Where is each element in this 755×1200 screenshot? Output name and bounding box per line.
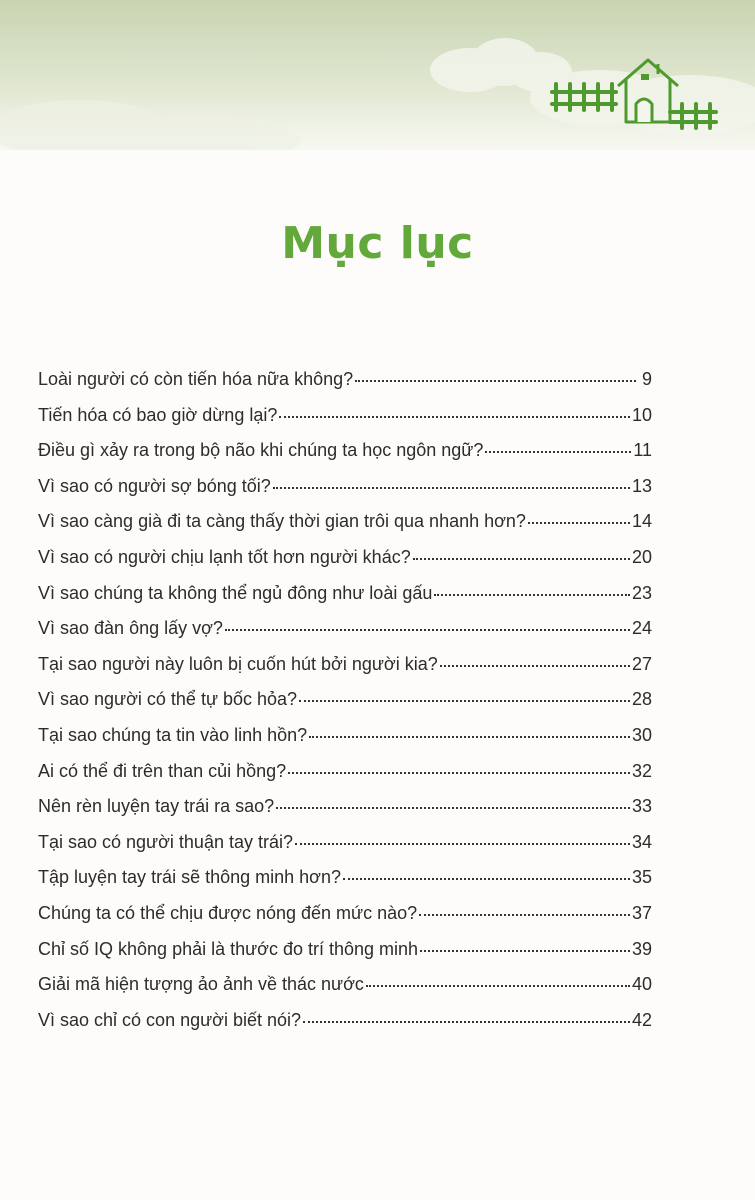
toc-page-number: 32 (631, 760, 652, 781)
toc-leader-dots (303, 1021, 630, 1023)
toc-entry-title: Nên rèn luyện tay trái ra sao? (38, 796, 275, 817)
toc-entry-title: Tập luyện tay trái sẽ thông minh hơn? (38, 867, 341, 888)
page-title: Mục lục (281, 218, 474, 269)
cloud-icon (0, 100, 300, 150)
toc-entry[interactable] (38, 825, 652, 861)
toc-page-number: 9 (641, 369, 652, 389)
toc-leader-dots (343, 878, 630, 880)
toc-leader-dots (419, 914, 630, 916)
toc-entry-title: Giải mã hiện tượng ảo ảnh về thác nước (38, 974, 364, 995)
header-decoration (0, 0, 755, 150)
header-illustration (0, 0, 755, 150)
toc-entry[interactable] (38, 576, 652, 612)
toc-page-number: 40 (631, 974, 652, 995)
toc-leader-dots (299, 700, 630, 702)
toc-page-number: 37 (631, 902, 652, 923)
toc-entry-title: Loài người có còn tiến hóa nữa không? (38, 369, 354, 389)
toc-leader-dots (366, 985, 630, 987)
toc-leader-dots (309, 736, 630, 738)
toc-leader-dots (420, 950, 630, 952)
table-of-contents (38, 362, 652, 1038)
toc-entry[interactable] (38, 647, 652, 683)
toc-leader-dots (273, 487, 630, 489)
toc-page-number: 33 (631, 796, 652, 817)
toc-entry-title: Điều gì xảy ra trong bộ não khi chúng ta học ngôn ngữ? (38, 440, 484, 461)
toc-entry[interactable] (38, 860, 652, 896)
toc-leader-dots (528, 522, 630, 524)
toc-entry[interactable] (38, 433, 652, 469)
toc-entry[interactable] (38, 540, 652, 576)
toc-entry[interactable] (38, 932, 652, 968)
toc-page-number: 35 (631, 867, 652, 888)
toc-entry-title: Vì sao có người sợ bóng tối? (38, 475, 271, 496)
toc-entry[interactable] (38, 398, 652, 434)
toc-entry[interactable] (38, 682, 652, 718)
toc-entry[interactable] (38, 718, 652, 754)
toc-leader-dots (485, 451, 631, 453)
toc-leader-dots (413, 558, 630, 560)
toc-leader-dots (288, 772, 630, 774)
toc-entry[interactable] (38, 469, 652, 505)
toc-entry[interactable] (38, 611, 652, 647)
toc-leader-dots (440, 665, 630, 667)
toc-entry[interactable] (38, 896, 652, 932)
toc-entry[interactable] (38, 754, 652, 790)
toc-leader-dots (279, 416, 630, 418)
toc-leader-dots (434, 594, 630, 596)
toc-leader-dots (295, 843, 630, 845)
toc-entry-title: Tại sao người này luôn bị cuốn hút bởi người kia? (38, 653, 438, 674)
toc-entry-title: Chỉ số IQ không phải là thước đo trí thông minh (38, 938, 419, 959)
toc-page-number: 20 (631, 546, 652, 567)
toc-entry[interactable] (38, 1003, 652, 1039)
toc-entry-title: Vì sao người có thể tự bốc hỏa? (38, 689, 298, 710)
toc-entry[interactable] (38, 789, 652, 825)
toc-leader-dots (225, 629, 630, 631)
toc-entry-title: Vì sao có người chịu lạnh tốt hơn người khác? (38, 546, 411, 567)
toc-leader-dots (355, 380, 636, 382)
toc-page-number: 10 (631, 404, 652, 425)
toc-page-number: 23 (631, 582, 652, 603)
toc-page-number: 14 (631, 511, 652, 532)
toc-entry-title: Vì sao chúng ta không thể ngủ đông như loài gấu (38, 582, 433, 603)
toc-entry-title: Tại sao chúng ta tin vào linh hồn? (38, 724, 308, 745)
toc-page-number: 39 (631, 938, 652, 959)
toc-page-number: 24 (631, 618, 652, 639)
toc-entry-title: Vì sao càng già đi ta càng thấy thời gian trôi qua nhanh hơn? (38, 511, 526, 532)
toc-entry[interactable] (38, 967, 652, 1003)
toc-entry-title: Vì sao đàn ông lấy vợ? (38, 618, 223, 639)
toc-page-number: 42 (631, 1009, 652, 1030)
toc-page-number: 34 (631, 831, 652, 852)
toc-entry-title: Ai có thể đi trên than củi hồng? (38, 760, 287, 781)
toc-entry-title: Tại sao có người thuận tay trái? (38, 831, 293, 852)
toc-entry[interactable] (38, 504, 652, 540)
toc-leader-dots (276, 807, 630, 809)
toc-entry[interactable] (38, 362, 652, 398)
toc-entry-title: Tiến hóa có bao giờ dừng lại? (38, 404, 278, 425)
toc-page-number: 13 (631, 475, 652, 496)
toc-page-number: 28 (631, 689, 652, 710)
toc-page-number: 30 (631, 724, 652, 745)
toc-entry-title: Chúng ta có thể chịu được nóng đến mức nào? (38, 902, 418, 923)
toc-page-number: 27 (631, 653, 652, 674)
toc-page-number: 11 (633, 440, 652, 461)
toc-entry-title: Vì sao chỉ có con người biết nói? (38, 1009, 302, 1030)
